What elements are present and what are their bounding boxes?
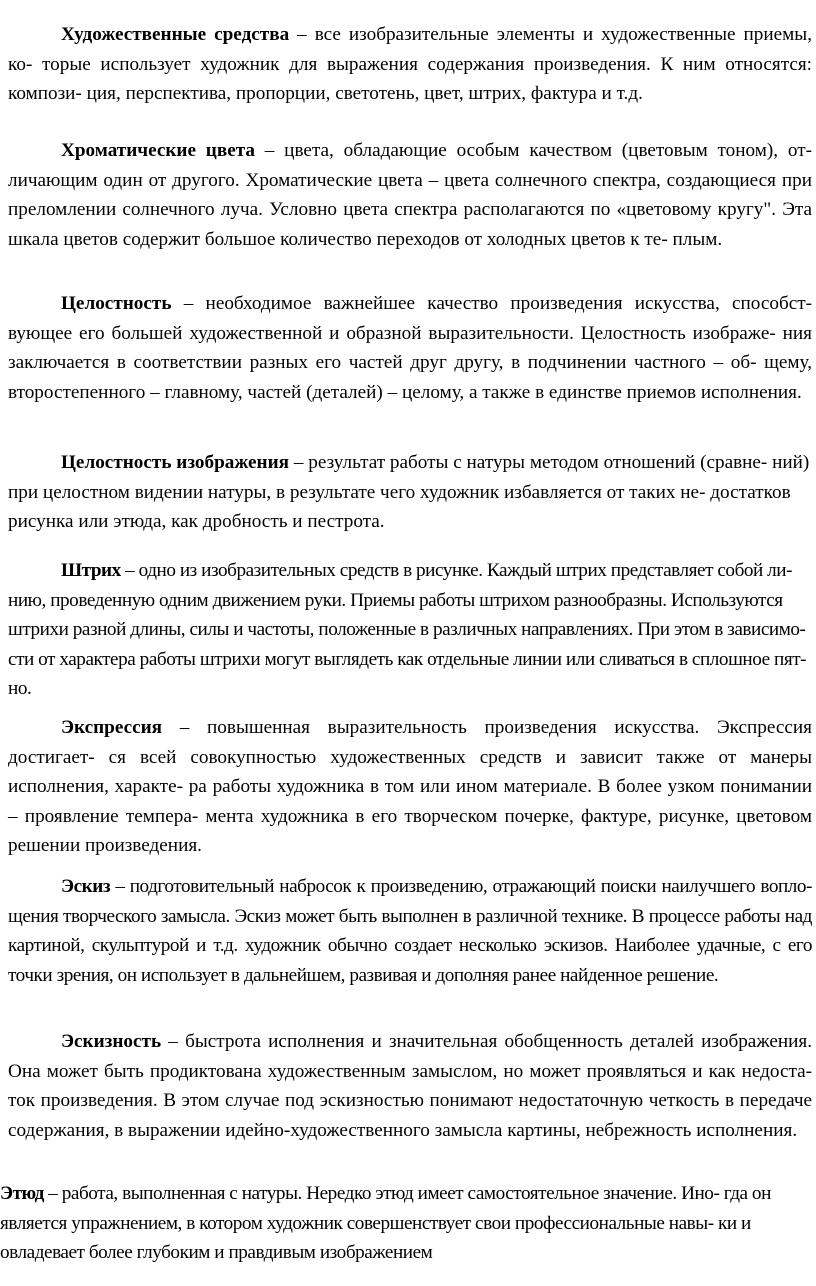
glossary-entry-study bbox=[0, 1179, 800, 1268]
entry-definition: – одно из изобразительных средств в рисунке. Каждый штрих представляет собой ли- нию, проведенную одним движением руки. Приемы работы штрихом разнообразны. Используются штрихи разной длины, силы и частоты, положенные в различных направлениях. При этом в зависимо- сти от характера работы штрихи могут выглядеть как отдельные линии или сливаться в сплошное пят- но. bbox=[8, 560, 807, 699]
glossary-entry-integrity bbox=[8, 289, 812, 407]
glossary-entry-image-integrity bbox=[8, 448, 812, 537]
entry-definition: – все изобразительные элементы и художественные приемы, ко- торые использует художник для выражения содержания произведения. К ним относятся: компози- ция, перспектива, пропорции, светотень, цвет, штрих, фактура и т.д. bbox=[8, 24, 812, 104]
glossary-entry-sketch bbox=[8, 872, 812, 990]
entry-term: Экспрессия bbox=[61, 717, 163, 738]
entry-definition: – подготовительный набросок к произведению, отражающий поиски наилучшего вопло- щения творческого замысла. Эскиз может быть выполнен в различной технике. В процессе работы над картиной, скульптурой и т.д. художник обычно создает несколько эскизов. Наиболее удачные, с его точки зрения, он использует в дальнейшем, развивая и дополняя ранее найденное решение. bbox=[8, 876, 812, 986]
glossary-entry-sketchiness bbox=[8, 1027, 812, 1145]
glossary-entry-chromatic-colors bbox=[8, 136, 812, 254]
entry-term: Штрих bbox=[61, 560, 121, 581]
entry-term: Этюд bbox=[0, 1183, 44, 1204]
entry-definition: – быстрота исполнения и значительная обобщенность деталей изображения. Она может быть продиктована художественным замыслом, но может проявляться и как недоста- ток произведения. В этом случае под эскизностью понимают недостаточную четкость в передаче содержания, в выражении идейно-художественного замысла картины, небрежность исполнения. bbox=[8, 1031, 812, 1141]
entry-definition: – повышенная выразительность произведения искусства. Экспрессия достигает- ся всей совокупностью художественных средств и зависит также от манеры исполнения, характе- ра работы художника в том или ином материале. В более узком понимании – проявление темпера- мента художника в его творческом почерке, фактуре, рисунке, цветовом решении произведения. bbox=[8, 717, 812, 856]
entry-term: Эскизность bbox=[61, 1031, 162, 1052]
entry-definition: – необходимое важнейшее качество произведения искусства, способст- вующее его большей художественной и образной выразительности. Целостность изображе- ния заключается в соответствии разных его частей друг другу, в подчинении частного – об- щему, второстепенного – главному, частей (деталей) – целому, а также в единстве приемов исполнения. bbox=[8, 293, 812, 403]
glossary-entry-stroke bbox=[8, 556, 812, 704]
glossary-entry-expression bbox=[8, 713, 812, 861]
entry-term: Художественные средства bbox=[61, 24, 290, 45]
entry-definition: – работа, выполненная с натуры. Нередко этюд имеет самостоятельное значение. Ино- гда он является упражнением, в котором художник совершенствует свои профессиональные навы- ки и овладевает более глубоким и правдивым изображением bbox=[0, 1183, 771, 1263]
entry-term: Эскиз bbox=[61, 876, 111, 897]
entry-definition: – цвета, обладающие особым качеством (цветовым тоном), от- личающим один от другого. Хроматические цвета – цвета солнечного спектра, создающиеся при преломлении солнечного луча. Условно цвета спектра располагаются по «цветовому кругу". Эта шкала цветов содержит большое количество переходов от холодных цветов к те- плым. bbox=[8, 140, 812, 250]
glossary-entry-artistic-means bbox=[8, 20, 812, 109]
entry-definition: – результат работы с натуры методом отношений (сравне- ний) при целостном видении натуры, в результате чего художник избавляется от таких не- достатков рисунка или этюда, как дробность и пестрота. bbox=[8, 452, 810, 532]
entry-term: Целостность bbox=[61, 293, 172, 314]
entry-term: Хроматические цвета bbox=[61, 140, 255, 161]
entry-term: Целостность изображения bbox=[61, 452, 290, 473]
